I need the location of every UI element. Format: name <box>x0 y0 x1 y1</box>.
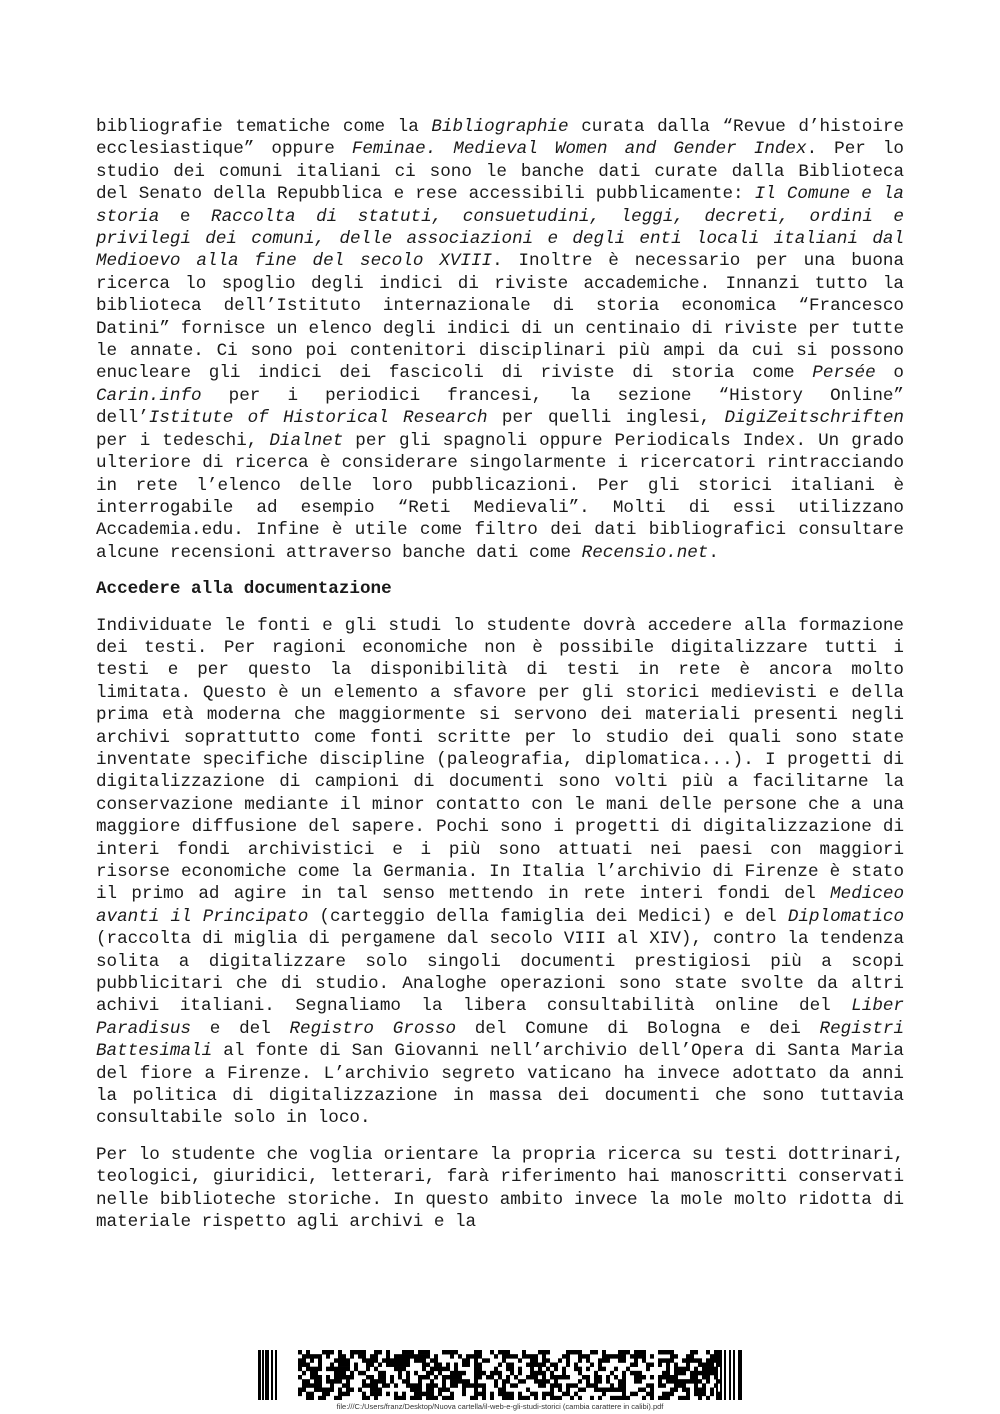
italic-title: Persée <box>812 363 876 384</box>
italic-title: Diplomatico <box>787 906 904 927</box>
file-path: file:///C:/Users/franz/Desktop/Nuova cartella/il-web-e-gli-studi-storici (cambia carattere in calibi).pdf <box>336 1402 664 1411</box>
text-run: al fonte di San Giovanni nell’archivio dell’Opera di Santa Maria del fiore a Firenze. L’archivio segreto vaticano ha invece adottato da anni la politica di digitalizzazione in massa dei documenti che sono tuttavia consultabile solo in loco. <box>96 1041 904 1129</box>
text-run: del Comune di Bologna e dei <box>456 1018 820 1039</box>
italic-title: Istitute of Historical Research <box>148 408 488 429</box>
barcode-image <box>258 1350 742 1400</box>
text-run: per i tedeschi, <box>96 430 270 451</box>
text-run: (raccolta di miglia di pergamene dal secolo VIII al XIV), contro la tendenza solita a digitalizzare solo singoli documenti prestigiosi più a scopi pubblicitari che di studio. Analoghe operazioni sono state svolte da altri achivi italiani. Segnaliamo la libera consultabilità online del <box>96 929 904 1017</box>
text-run: Per lo studente che voglia orientare la propria ricerca su testi dottrinari, teologici, giuridici, letterari, farà riferimento hai manoscritti conservati nelle biblioteche storiche. In questo ambito invece la mole molto ridotta di materiale rispetto agli archivi e la <box>96 1144 904 1233</box>
text-run: Individuate le fonti e gli studi lo studente dovrà accedere alla formazione dei testi. Per ragioni economiche non è possibile digitalizzare tutti i testi e per questo la disponibilità di testi in rete è ancora molto limitata. Questo è un elemento a sfavore per gli storici medievisti e della prima età moderna che maggiormente si servono dei materiali presenti negli archivi soprattutto come fonti scritte per lo studio dei quali sono state inventate specifiche discipline (paleografia, diplomatica...). I progetti di digitalizzazione di campioni di documenti sono volti più a facilitarne la conservazione mediante il minor contatto con le mani delle persone che a una maggiore diffusione del sapere. Pochi sono i progetti di digitalizzazione di interi fondi archivistici e i più sono attuati nei paesi con maggiori risorse economiche come la Germania. In Italia l’archivio di Firenze è stato il primo ad agire in tal senso mettendo in rete interi fondi del <box>96 615 904 905</box>
text-run: per gli spagnoli oppure Periodicals Index. Un grado ulteriore di ricerca è considerare singolarmente i ricercatori rintracciando in rete l’elenco delle loro pubblicazioni. Per gli storici italiani è interrogabile ad esempio “Reti Medievali”. Molti di essi utilizzano Accademia.edu. Infine è utile come filtro dei dati bibliografici consultare alcune recensioni attraverso banche dati come <box>96 430 905 563</box>
italic-title: Liber Paradisus <box>96 996 904 1039</box>
italic-title: Dialnet <box>269 430 344 451</box>
italic-title: Registro Grosso <box>289 1018 457 1039</box>
italic-title: Registri Battesimali <box>96 1018 905 1062</box>
italic-title: Raccolta di statuti, consuetudini, leggi, decreti, ordini e privilegi dei comuni, delle associazioni e degli enti locali italiani dal Medioevo alla fine del secolo XVIII <box>96 206 904 272</box>
section-heading: Accedere alla documentazione <box>96 579 392 600</box>
text-run: (carteggio della famiglia dei Medici) e del <box>308 906 788 927</box>
text-run: per i periodici francesi, la sezione “History Online” dell’ <box>96 385 904 429</box>
text-run: e <box>159 206 212 227</box>
paragraph-bibliografie <box>96 116 904 564</box>
text-run: . Inoltre è necessario per una buona ricerca lo spoglio degli indici di riviste accademiche. Innanzi tutto la biblioteca dell’Istituto internazionale di storia economica “Francesco Datini” fornisce un elenco degli indici di un centinaio di riviste per tutte le annate. Ci sono poi contenitori disciplinari più ampi da cui si possono enucleare gli indici dei fascicoli di riviste di storia come <box>96 251 905 384</box>
italic-title: Feminae. Medieval Women and Gender Index <box>351 139 807 160</box>
paragraph-studente <box>96 1144 904 1234</box>
page-footer <box>0 1350 1000 1414</box>
text-run: . Per lo studio dei comuni italiani ci sono le banche dati curate dalla Biblioteca del Senato della Repubblica e rese accessibili pubblicamente: <box>96 139 904 205</box>
document-page <box>96 116 904 1234</box>
text-run: o <box>875 363 904 384</box>
text-run: per quelli inglesi, <box>487 408 725 429</box>
text-run: e del <box>191 1018 290 1039</box>
paragraph-documentazione <box>96 615 904 1130</box>
italic-title: Carin.info <box>96 385 202 406</box>
text-run: bibliografie tematiche come la <box>96 117 432 137</box>
italic-title: Recensio.net <box>581 542 709 563</box>
italic-title: DigiZeitschriften <box>724 408 904 429</box>
italic-title: Bibliographie <box>431 117 569 137</box>
text-run: curata dalla “Revue d’histoire ecclesiastique” oppure <box>96 117 904 160</box>
italic-title: Il Comune e la storia <box>96 184 904 227</box>
text-run: . <box>708 542 719 563</box>
italic-title: Mediceo avanti il Principato <box>96 884 904 927</box>
